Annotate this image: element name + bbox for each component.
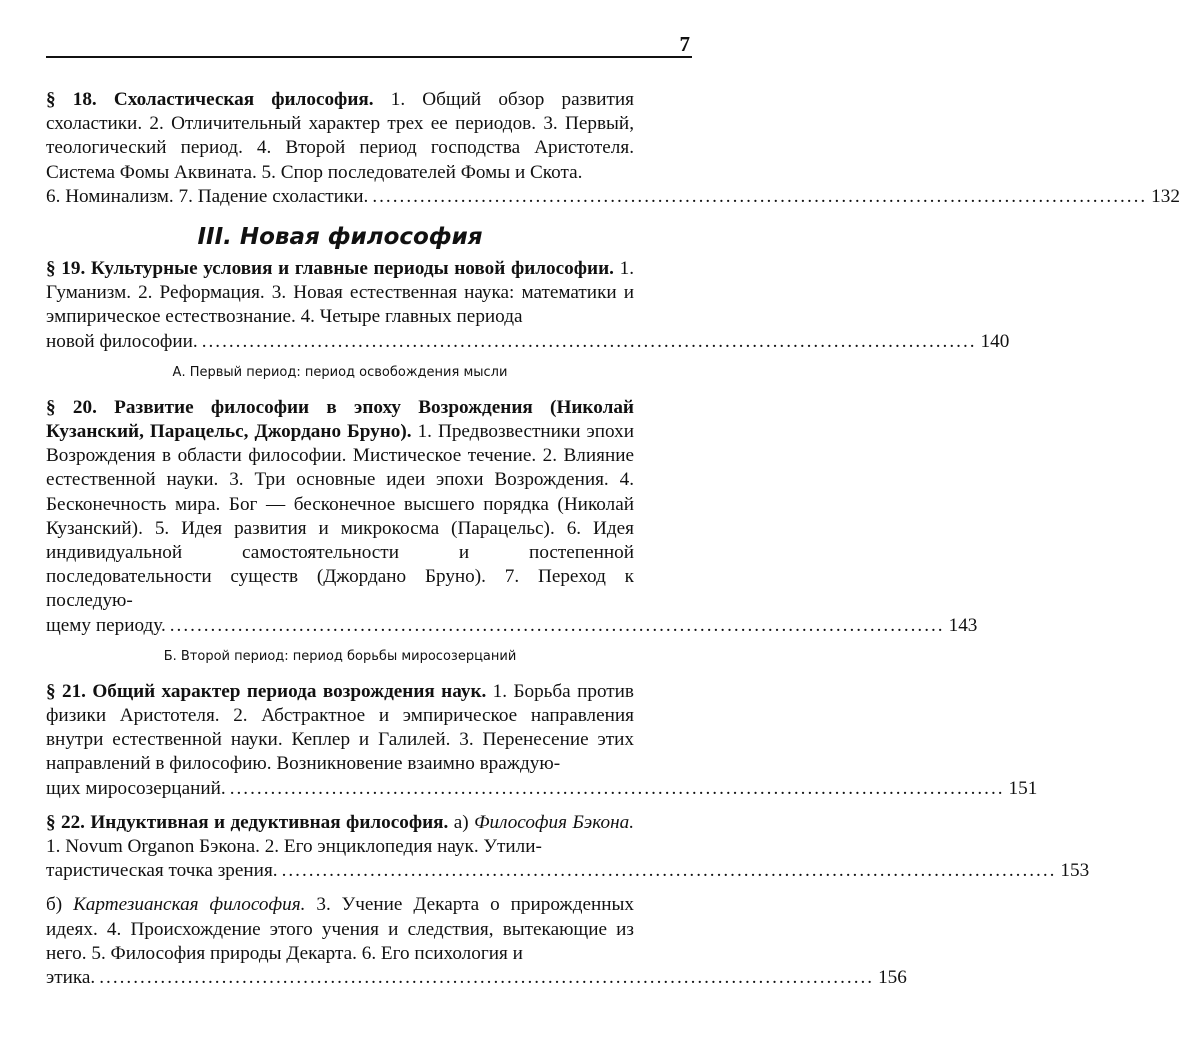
toc-entry-22 (46, 811, 1090, 884)
dot-leader: .................................................................................................................. (201, 330, 977, 352)
entry-text: б) (46, 894, 74, 916)
entry-text: 1. Novum Organon Бэкона. 2. Его энциклопедия наук. Утили- (46, 836, 542, 858)
part-heading: III. Новая философия (197, 224, 483, 251)
toc-entry-20 (46, 396, 978, 638)
entry-text: 1. Гуманизм. 2. Реформация. 3. Новая естественная наука: математики и эмпирическое естествознание. 4. Четыре главных периода (46, 258, 635, 328)
toc-line (46, 185, 1180, 209)
entry-title: § 19. Культурные условия и главные периоды новой философии. (46, 258, 614, 280)
toc-entry-18 (46, 88, 1180, 209)
dot-leader: .................................................................................................................. (229, 777, 1005, 799)
toc-entry-21 (46, 680, 1038, 801)
entry-last-text: новой философии. (46, 330, 198, 352)
page-ref: 151 (1008, 777, 1038, 799)
entry-italic: Философия Бэкона. (474, 811, 634, 833)
toc-line (46, 966, 907, 990)
header-rule (46, 56, 692, 58)
entry-title: § 22. Индуктивная и дедуктивная философия. (46, 811, 449, 833)
dot-leader: .................................................................................................................. (169, 614, 945, 636)
page-ref: 132 (1151, 185, 1180, 207)
entry-last-text: щих миросозерцаний. (46, 777, 226, 799)
dot-leader: .................................................................................................................. (372, 185, 1148, 207)
page-number: 7 (679, 32, 690, 56)
toc-line (46, 859, 1090, 883)
page-ref: 153 (1060, 860, 1090, 882)
entry-title: § 21. Общий характер периода возрождения наук. (46, 680, 487, 702)
dot-leader: .................................................................................................................. (99, 967, 875, 989)
page-ref: 156 (878, 967, 907, 989)
toc-content (46, 88, 1180, 1000)
page-ref: 143 (948, 614, 978, 636)
dot-leader: .................................................................................................................. (281, 860, 1057, 882)
toc-line (46, 614, 978, 638)
entry-title: § 20. Развитие философии в эпоху Возрождения (Николай Кузанский, Парацельс, Джордано Бруно). (46, 396, 634, 443)
entry-text: 1. Предвозвестники эпохи Возрождения в области философии. Мистическое течение. 2. Влияние естественной науки. 3. Три основные идеи эпохи Возрождения. 4. Бесконечность мира. Бог — бесконечное высшего порядка (Николай Кузанский). 5. Идея развития и микрокосма (Парацельс). 6. Идея индивидуальной самостоятельности и постепенной последовательности существ (Джордано Бруно). 7. Переход к последую- (46, 421, 634, 612)
entry-last-text: таристическая точка зрения. (46, 860, 278, 882)
entry-title: § 18. Схоластическая философия. (46, 89, 374, 110)
toc-line (46, 330, 1010, 354)
toc-entry-22b (46, 893, 907, 990)
entry-text: 3. Учение Декарта о прирожденных идеях. 4. Происхождение этого учения и следствия, вытекающие из него. 5. Философия природы Декарта. 6. Его психология и (46, 894, 634, 964)
entry-last-text: этика. (46, 967, 96, 989)
entry-text: а) (448, 811, 475, 833)
entry-text: 1. Борьба против физики Аристотеля. 2. Абстрактное и эмпирическое направления внутри естественной науки. Кеплер и Галилей. 3. Перенесение этих направлений в философию. Возникновение взаимно враждую- (46, 680, 634, 775)
entry-italic: Картезианская философия. (73, 894, 306, 916)
period-subheading: А. Первый период: период освобождения мысли (172, 364, 508, 380)
page-ref: 140 (980, 330, 1010, 352)
entry-last-text: щему периоду. (46, 614, 166, 636)
period-subheading: Б. Второй период: период борьбы миросозерцаний (163, 648, 517, 664)
toc-entry-19 (46, 257, 1010, 354)
entry-text: 1. Общий обзор развития схоластики. 2. Отличительный характер трех ее периодов. 3. Первый, теологический период. 4. Второй период господства Аристотеля. Система Фомы Аквината. 5. Спор последователей Фомы и Скота. (46, 89, 634, 183)
entry-last-text: 6. Номинализм. 7. Падение схоластики. (46, 185, 369, 207)
toc-line (46, 777, 1038, 801)
